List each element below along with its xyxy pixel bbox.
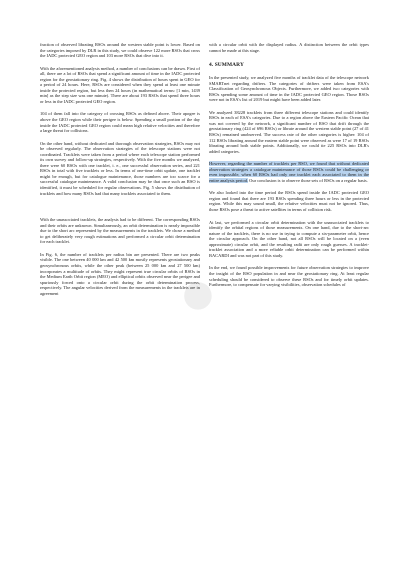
paragraph: With the unassociated tracklets, the analysis had to be different. The corresponding RSOs and their orbits are unknown. Simultaneously, an orbit determination is nearly impossible due to the short arc represented by the measurements in the tracklets. We chose a method to get deliberately very rough estimations and performed a circular orbit determination for each tracklet. bbox=[40, 217, 200, 245]
paragraph: In Fig. 6, the number of tracklets per radius bin are presented. There are two peaks visible. The one between 40 000 km and 42 500 km mostly represents geostationary and geosynchronous orbits, while the other peak (between 25 000 km and 27 500 km) incorporates a multitude of orbits. They might represent true circular orbits of RSOs in the Medium Earth Orbit region (MEO) and elliptical orbits observed near the perigee and spuriously forced onto a circular orbit during the orbit determination process, respectively. The angular velocities derived from the measurements in the tracklets are in agreement bbox=[40, 251, 200, 296]
paragraph: With the aforementioned analysis method, a number of conclusions can be drawn. First of all, there are a lot of RSOs that spend a significant amount of time in the IADC protected region for the geostationary ring. Fig. 4 shows the distribution of hours spent in GEO for a period of 24 hours. Here, RSOs are considered when they spend at least one minute inside the protected region, but less then 24 hours (in mathematical terms: [1 min, 1439 min] as the step size was one minute). There are about 193 RSOs that spend three hours or less in the IADC protected GEO region. bbox=[40, 65, 200, 104]
paragraph: with a circular orbit with the displayed radius. A distinction between the orbit types cannot be made at this stage. bbox=[209, 42, 369, 53]
paragraph: fraction of observed librating RSOs around the western stable point is lower. Based on the categories imposed by DLR in this study, we could observe 122 more RSOs that cross the IADC protected GEO region and 103 more RSOs that dive into it. bbox=[40, 42, 200, 59]
paragraph: At last, we performed a circular orbit determination with the unassociated tracklets to identify the orbital regions of those measurements. On one hand, due to the short-arc nature of the tracklets, there is no use in trying to compute a six-parameter orbit, hence the circular approach. On the other hand, not all RSOs will be located on a (even approximate) circular orbit, and the resulting radii are only rough guesses. A tracklet-tracklet association and a more reliable orbit determination can be performed within BACARDI and was not part of this study. bbox=[209, 219, 369, 258]
paragraph: In the end, we found possible improvements for future observation strategies to improve the insight of the RSO population in and near the geostationary ring. At least regular scheduling should be considered to observe these RSOs and for timely orbit updates. Furthermore, to compensate for varying visibilities, observation schedules of bbox=[209, 265, 369, 288]
figure-gap bbox=[40, 203, 200, 217]
paragraph bbox=[40, 141, 200, 196]
selected-text[interactable]: However, regarding the number of tracklets per RSO, we found that without dedicated observation strategies a catalogue maintenance of those RSOs could be challenging or even impossible, when 60 RSOs had only one tracklet each associated to them in the entire analysis period. bbox=[209, 161, 369, 183]
paragraph[interactable] bbox=[209, 161, 369, 183]
paragraph: We analyzed 38228 tracklets from three different telescope stations and could identify RSOs in each of ESA's categories. Due to a region above the Eastern Pacific Ocean that was not covered by the network, a significant number of RSO that drift through the geostationary ring (424 of 696 RSOs) or librate around the western stable point (27 of 41 RSOs) remained unobserved. The success rate of the other categories is higher: 104 of 112 RSOs librating around the eastern stable point were observed as were 17 of 19 RSOs librating around both stable points. Additionally, we could tie 225 RSOs into DLR's added categories. bbox=[209, 109, 369, 154]
paragraph: 104 of them fall into the category of crossing RSOs as defined above. Their apogee is above the GEO region while their perigee is below. Spending a small portion of the day inside the IADC protected GEO region could mean high relative velocities and therefore a large threat for collisions. bbox=[40, 111, 200, 134]
section-heading: 4. SUMMARY bbox=[209, 62, 244, 69]
text-run: Our conclusion is to observe those sets of RSOs on a regular basis. bbox=[248, 177, 368, 183]
text-run: In terms of one-time orbit update, one tracklet might be enough, but for catalogue maintenance, those numbers are too scarce for a successful catalogue maintenance. A valid conclusion may be that once such an RSO is identified, it must be scheduled for regular observations. Fig. 5 shows the distribution of tracklets and how many RSOs had that many tracklets associated to them. bbox=[40, 168, 200, 196]
paragraph: In the presented study, we analyzed five months of tracklet data of the telescope network SMARTnet regarding drifters. The categories of drifters were taken from ESA's Classification of Geosynchronous Objects. Furthermore, we added two categories with RSOs spending some amount of time in the IADC protected GEO region. Those RSOs were not in ESA's list of 2019 but might have been added later. bbox=[209, 75, 369, 103]
text-run: On the other hand, without dedicated and thorough observation strategies, RSOs may not be observed regularly. The observation strategies of the telescope stations were not coordinated. Tracklets were taken from a period where each telescope station performed its own survey and follow-up strategies, respectively. With the five months we analyzed, there were 60 RSOs with one tracklet, i. e., one successful observation series, and 221 RSOs in total with five tracklets or less. bbox=[40, 140, 200, 174]
watermark-icon: ● bbox=[178, 256, 218, 328]
paragraph: We also looked into the time period the RSOs spend inside the IADC protected GEO region and found that there are 193 RSOs spending three hours or less in the protected region. While this may sound small, the relative velocities must not be ignored. Thus, those RSOs pose a threat to active satellites in terms of collision risk. bbox=[209, 190, 369, 213]
right-column bbox=[209, 42, 369, 295]
